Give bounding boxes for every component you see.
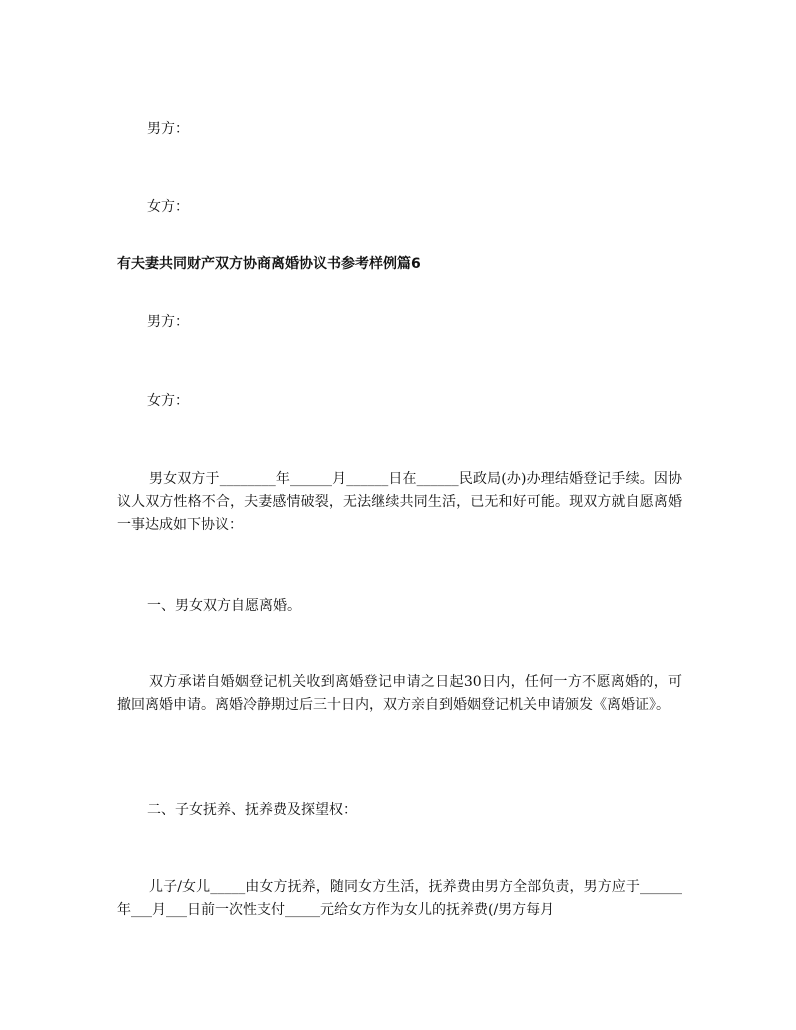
female-party-label-2: 女方： [147, 393, 189, 409]
clause-2-title: 二、子女抚养、抚养费及探望权： [147, 802, 357, 818]
female-party-label-1: 女方： [147, 199, 189, 215]
clause-2-body: 儿子/女儿_____由女方抚养，随同女方生活，抚养费由男方全部负责，男方应于______年___月___日前一次性支付_____元给女方作为女儿的抚养费(/男方每月 [117, 879, 682, 918]
section-title: 有夫妻共同财产双方协商离婚协议书参考样例篇6 [117, 256, 421, 272]
clause-1-body: 双方承诺自婚姻登记机关收到离婚登记申请之日起30日内，任何一方不愿离婚的，可撤回离婚申请。离婚冷静期过后三十日内，双方亲自到婚姻登记机关申请颁发《离婚证》。 [117, 674, 682, 713]
male-party-label-2: 男方： [147, 314, 189, 330]
male-party-label-1: 男方： [147, 121, 189, 137]
intro-paragraph: 男女双方于________年______月______日在______民政局(办)办理结婚登记手续。因协议人双方性格不合，夫妻感情破裂，无法继续共同生活，已无和好可能。现双方就自愿离婚一事达成如下协议： [117, 471, 682, 533]
clause-1-title: 一、男女双方自愿离婚。 [147, 598, 301, 614]
